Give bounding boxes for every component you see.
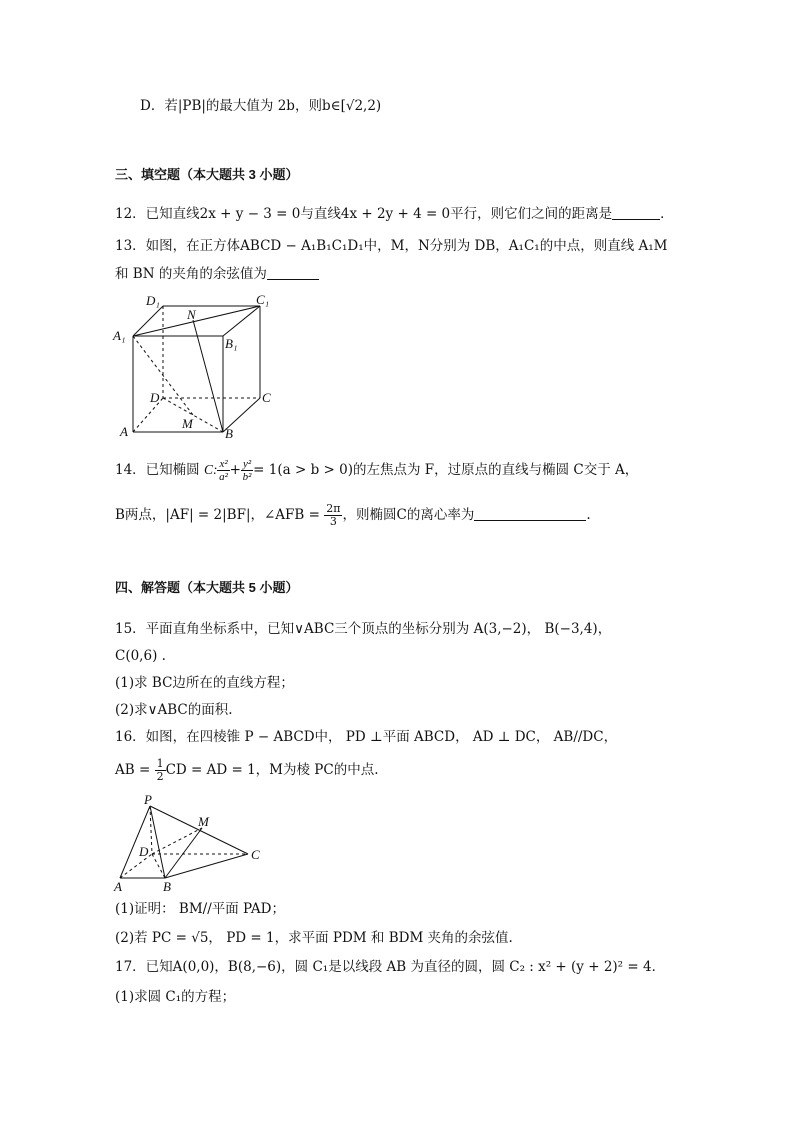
cube-label-a: A (120, 424, 128, 439)
q13-line-1: 13．如图，在正方体ABCD − A₁B₁C₁D₁中，M，N分别为 DB，A₁C₁的中点，则直线 A₁M (115, 238, 668, 254)
q16-frac-den: 2 (156, 770, 164, 783)
q14-y-den: b² (242, 471, 252, 483)
q14-line-2a: B两点，|AF| = 2|BF|，∠AFB = (115, 507, 320, 523)
q14-line-2 (115, 503, 591, 528)
q14-angle-frac (324, 503, 342, 528)
q15-part-1: (1)求 BC边所在的直线方程； (115, 675, 294, 691)
pyr-label-c: C (251, 847, 260, 862)
pyr-label-m: M (198, 814, 209, 829)
section-3-heading: 三、填空题（本大题共 3 小题） (115, 167, 299, 182)
cube-label-d1: D₁ (146, 293, 160, 308)
q14-angle-num: 2π (326, 502, 341, 515)
q11-option-d: D．若|PB|的最大值为 2b，则b∈[√2,2) (140, 98, 382, 114)
q16-part-2: (2)若 PC = √5， PD = 1，求平面 PDM 和 BDM 夹角的余弦值. (115, 930, 513, 946)
q14-answer-blank (474, 506, 586, 521)
cube-label-c: C (262, 390, 271, 405)
q17-line-1: 17．已知A(0,0)，B(8,−6)，圆 C₁是以线段 AB 为直径的圆，圆 C₂ : x² + (y + 2)² = 4． (115, 959, 666, 975)
cube-label-a1: A₁ (113, 328, 126, 343)
q14-end: . (586, 507, 591, 523)
q12-body: 12．已知直线2x + y − 3 = 0与直线4x + 2y + 4 = 0平行，则它们之间的距离是 (115, 206, 613, 222)
q14-plus: + (229, 462, 241, 478)
pyr-label-a: A (114, 879, 122, 894)
q12-text (115, 204, 674, 224)
q16-line-2 (115, 758, 379, 783)
q13-answer-blank (267, 265, 319, 280)
q14-line-2b: ，则椭圆C的离心率为 (342, 507, 475, 523)
q14-x-num: x² (219, 458, 228, 470)
cube-label-n: N (187, 307, 196, 322)
q14-x-frac (217, 458, 229, 483)
q13-body: 和 BN 的夹角的余弦值为 (115, 266, 267, 282)
q16-line-1: 16．如图，在四棱锥 P − ABCD中， PD ⊥平面 ABCD， AD ⊥ DC， AB//DC， (115, 729, 618, 745)
q17-part-1: (1)求圆 C₁的方程； (115, 989, 236, 1005)
q14-x-den: a² (219, 471, 228, 483)
q14-angle-den: 3 (329, 515, 337, 528)
q15-part-2: (2)求∨ABC的面积. (115, 702, 233, 718)
cube-label-m: M (182, 416, 193, 431)
q14-ellipse-c: C: (203, 462, 218, 477)
q16-part-1: (1)证明： BM//平面 PAD； (115, 901, 285, 917)
q15-line-2: C(0,6) . (115, 648, 166, 664)
q14-rest: = 1(a > b > 0)的左焦点为 F，过原点的直线与椭圆 C交于 A， (253, 462, 639, 478)
q16-line-2b: CD = AD = 1，M为棱 PC的中点. (165, 762, 379, 778)
section-4-heading: 四、解答题（本大题共 5 小题） (115, 580, 299, 595)
cube-label-d: D (150, 390, 160, 405)
cube-label-b: B (225, 426, 233, 441)
q12-end: ． (660, 206, 674, 222)
cube-label-c1: C₁ (256, 292, 270, 307)
q14-y-num: y² (242, 458, 252, 470)
q16-line-2a: AB = (115, 762, 151, 778)
q16-frac-num: 1 (156, 757, 164, 770)
q12-answer-blank (612, 205, 660, 220)
q14-y-frac (241, 458, 253, 483)
q16-frac (155, 758, 166, 783)
pyr-label-p: P (144, 792, 152, 807)
pyr-label-d: D (139, 844, 149, 859)
q15-line-1: 15．平面直角坐标系中，已知∨ABC三个顶点的坐标分别为 A(3,−2)， B(−3,4)， (115, 621, 612, 637)
cube-figure (110, 290, 280, 445)
pyr-label-b: B (163, 879, 171, 894)
q14-intro: 14．已知椭圆 (115, 462, 200, 478)
q13-line-2 (115, 264, 319, 284)
pyramid-figure (108, 790, 273, 895)
cube-label-b1: B₁ (225, 336, 238, 351)
q14-line-1 (115, 458, 638, 483)
